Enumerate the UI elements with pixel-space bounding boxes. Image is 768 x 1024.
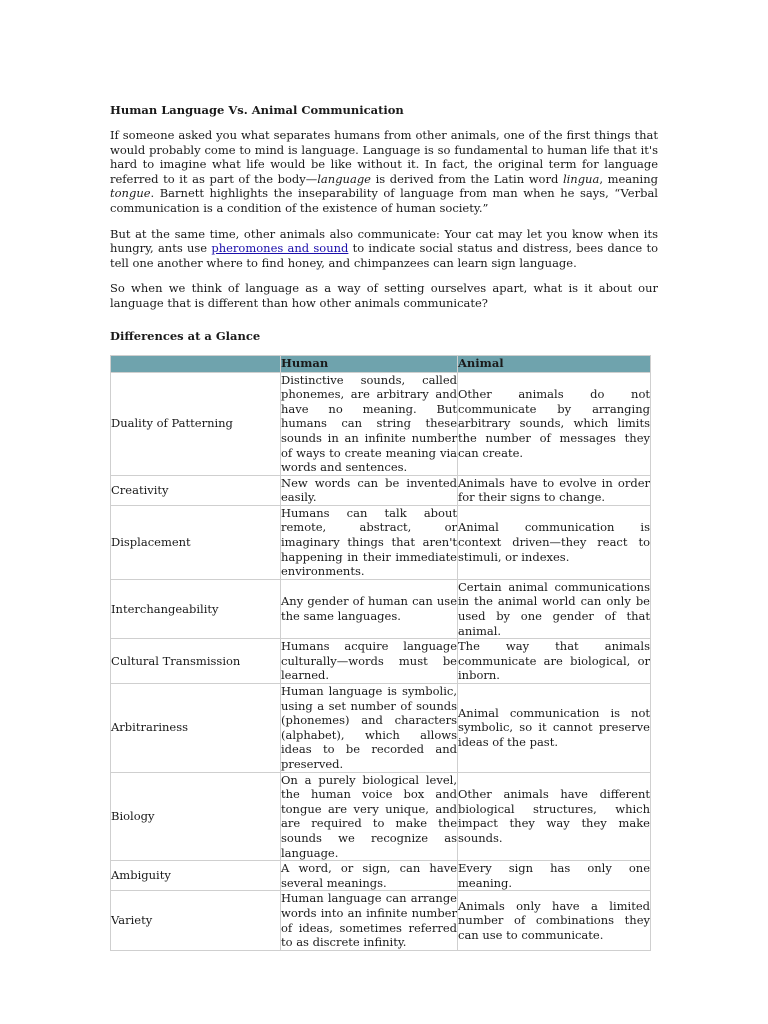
human-cell: A word, or sign, can have several meanings. xyxy=(281,861,457,890)
human-cell: Human language is symbolic, using a set number of sounds (phonemes) and characters (alphabet), which allows ideas to be recorded and preserved. xyxy=(281,684,457,771)
human-cell: Humans can talk about remote, abstract, or imaginary things that aren't happening in their immediate environments. xyxy=(281,505,457,579)
header-animal: Animal xyxy=(458,355,651,372)
human-cell: Human language can arrange words into an infinite number of ideas, sometimes referred to as discrete infinity. xyxy=(281,891,457,950)
human-cell: Distinctive sounds, called phonemes, are arbitrary and have no meaning. But humans can string these sounds in an infinite number of ways to create meaning via words and sentences. xyxy=(281,372,457,475)
article-title: Human Language Vs. Animal Communication xyxy=(110,103,404,117)
feature-cell: Arbitrariness xyxy=(111,684,281,773)
animal-cell: Every sign has only one meaning. xyxy=(458,861,650,890)
animal-cell: Animal communication is context driven—they react to stimuli, or indexes. xyxy=(458,505,651,579)
table-row xyxy=(111,639,651,684)
paragraph-intro xyxy=(110,128,658,216)
table-row xyxy=(111,772,651,861)
header-human: Human xyxy=(281,355,458,372)
intro-em-tongue: tongue xyxy=(110,186,151,201)
feature-cell: Interchangeability xyxy=(111,579,281,638)
header-feature xyxy=(111,355,281,372)
feature-cell: Cultural Transmission xyxy=(111,639,281,684)
comparison-table xyxy=(110,355,651,951)
feature-cell: Duality of Patterning xyxy=(111,372,281,475)
human-cell: Humans acquire language culturally—words must be learned. xyxy=(281,639,457,683)
table-row xyxy=(111,475,651,505)
intro-text-3: , meaning xyxy=(599,171,658,186)
table-row xyxy=(111,861,651,891)
animal-cell: The way that animals communicate are biological, or inborn. xyxy=(458,639,650,683)
table-row xyxy=(111,505,651,579)
feature-cell: Displacement xyxy=(111,505,281,579)
animal-cell: Animals only have a limited number of combinations they can use to communicate. xyxy=(458,891,651,950)
animal-cell: Certain animal communications in the animal world can only be used by one gender of that animal. xyxy=(458,579,650,638)
feature-cell: Biology xyxy=(111,772,281,861)
animals-text-2: to indicate social status and distress, bees dance to tell one another where to find honey, and chimpanzees can learn sign language. xyxy=(110,241,658,270)
pheromones-link[interactable]: pheromones and sound xyxy=(211,241,349,256)
section-heading: Differences at a Glance xyxy=(110,328,261,343)
animal-cell: Other animals have different biological structures, which impact they way they make sounds. xyxy=(458,772,651,861)
human-cell: On a purely biological level, the human voice box and tongue are very unique, and are required to make the sounds we recognize as language. xyxy=(281,772,457,860)
human-cell: New words can be invented easily. xyxy=(281,475,457,505)
table-row xyxy=(111,891,651,950)
intro-em-lingua: lingua xyxy=(562,171,600,186)
human-cell: Any gender of human can use the same languages. xyxy=(281,579,458,638)
animal-cell: Animals have to evolve in order for their signs to change. xyxy=(458,475,650,505)
intro-text-4: . Barnett highlights the inseparability of language from man when he says, “Verbal communication is a condition of the existence of human society.” xyxy=(110,186,658,215)
intro-text-2: is derived from the Latin word xyxy=(370,171,563,186)
paragraph-question: So when we think of language as a way of setting ourselves apart, what is it about our language that is different than how other animals communicate? xyxy=(110,281,658,310)
feature-cell: Creativity xyxy=(111,475,281,505)
intro-text-1: If someone asked you what separates humans from other animals, one of the first things that would probably come to mind is language. Language is so fundamental to human life that it's hard to imagine what life would be like without it. In fact, the original term for language referred to it as part of the body— xyxy=(110,128,658,186)
animals-text-1: But at the same time, other animals also communicate: Your cat may let you know when its hungry, ants use xyxy=(110,226,658,256)
animal-cell: Animal communication is not symbolic, so it cannot preserve ideas of the past. xyxy=(458,684,651,773)
feature-cell: Ambiguity xyxy=(111,861,281,891)
paragraph-animals xyxy=(110,227,658,271)
article xyxy=(110,103,658,951)
intro-em-language: language xyxy=(317,171,371,186)
table-row xyxy=(111,684,651,773)
table-header-row xyxy=(111,355,651,372)
feature-cell: Variety xyxy=(111,891,281,950)
table-row xyxy=(111,579,651,638)
animal-cell: Other animals do not communicate by arranging arbitrary sounds, which limits the number of messages they can create. xyxy=(458,372,651,475)
table-row xyxy=(111,372,651,475)
